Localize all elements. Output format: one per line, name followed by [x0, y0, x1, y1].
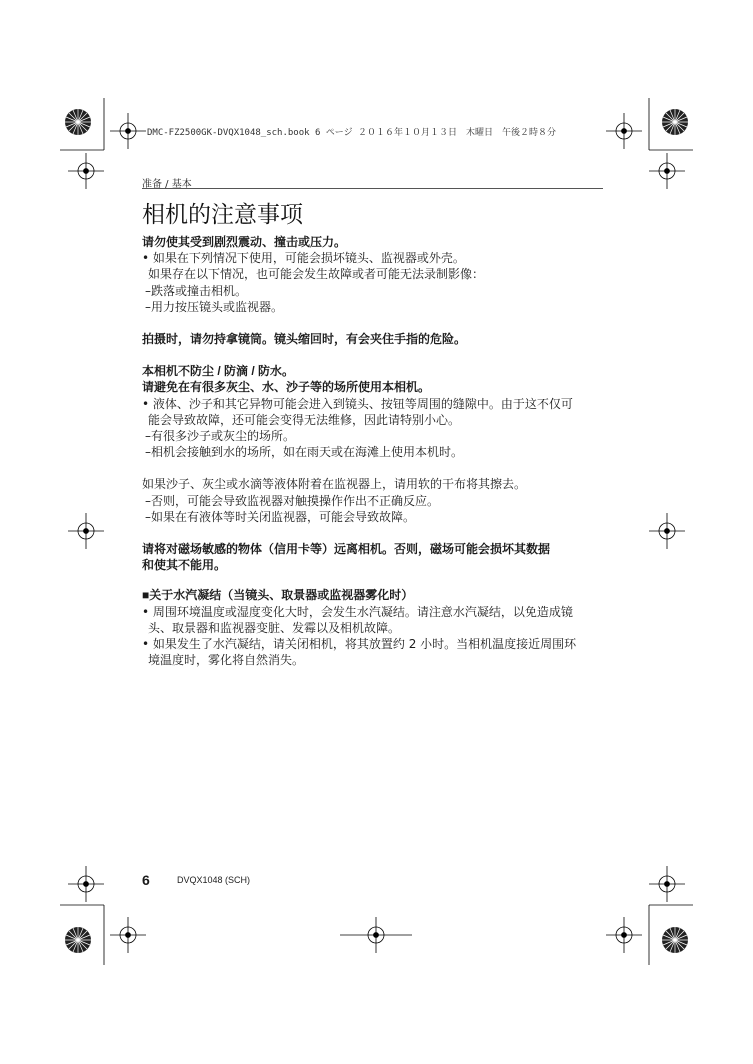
registration-target-bottom-left	[110, 917, 146, 953]
shock-warning-bullet: • 如果在下列情况下使用，可能会损坏镜头、监视器或外壳。	[142, 251, 465, 266]
starburst-target-bottom-left	[65, 927, 91, 953]
registration-target-right-lower	[649, 866, 685, 902]
starburst-target-top-left	[65, 109, 91, 135]
magnetic-warning-line2: 和使其不能用。	[142, 558, 227, 573]
registration-target-left-upper	[68, 153, 104, 189]
list-item: –如果在有液体等时关闭监视器，可能会导致故障。	[145, 509, 416, 524]
condensation-bullet-2: • 如果发生了水汽凝结，请关闭相机，将其放置约 2 小时。当相机温度接近周围环	[142, 637, 577, 652]
lens-barrel-warning: 拍摄时，请勿持拿镜筒。镜头缩回时，有会夹住手指的危险。	[142, 332, 467, 347]
avoid-dust-heading: 请避免在有很多灰尘、水、沙子等的场所使用本相机。	[142, 380, 431, 395]
starburst-target-bottom-right	[662, 927, 688, 953]
list-item: –相机会接触到水的场所，如在雨天或在海滩上使用本机时。	[145, 445, 464, 460]
document-code: DVQX1048 (SCH)	[177, 875, 251, 885]
monitor-cleaning-text: 如果沙子、灰尘或水滴等液体附着在监视器上，请用软的干布将其擦去。	[142, 477, 527, 492]
list-item: –有很多沙子或灰尘的场所。	[145, 429, 296, 444]
foreign-matter-bullet-cont: 能会导致故障，还可能会变得无法维修，因此请特别小心。	[148, 412, 461, 427]
magnetic-warning-line1: 请将对磁场敏感的物体（信用卡等）远离相机。否则，磁场可能会损坏其数据	[142, 542, 551, 557]
condensation-bullet-1: • 周围环境温度或湿度变化大时，会发生水汽凝结。请注意水汽凝结，以免造成镜	[142, 604, 573, 619]
foreign-matter-bullet: • 液体、沙子和其它异物可能会进入到镜头、按钮等周围的缝隙中。由于这不仅可	[142, 396, 573, 411]
registration-target-bottom-center	[340, 917, 412, 953]
shock-warning-subtext: 如果存在以下情况，也可能会发生故障或者可能无法录制影像：	[148, 267, 485, 282]
breadcrumb: 准备 / 基本	[142, 179, 192, 190]
not-waterproof-heading: 本相机不防尘 / 防滴 / 防水。	[142, 364, 295, 379]
main-content	[142, 234, 608, 668]
registration-target-right-upper	[649, 153, 685, 189]
list-item: –用力按压镜头或监视器。	[145, 299, 284, 314]
condensation-bullet-2-cont: 境温度时，雾化将自然消失。	[148, 653, 305, 668]
list-item: –跌落或撞击相机。	[145, 283, 248, 298]
registration-target-top-right	[606, 113, 642, 149]
shock-warning-heading: 请勿使其受到剧烈震动、撞击或压力。	[142, 235, 347, 249]
page-number: 6	[142, 872, 150, 888]
list-item: –否则，可能会导致监视器对触摸操作作出不正确反应。	[145, 493, 440, 508]
starburst-target-top-right	[662, 109, 688, 135]
registration-target-right-mid	[649, 513, 685, 549]
registration-target-left-mid	[68, 513, 104, 549]
registration-target-left-lower	[68, 866, 104, 902]
condensation-bullet-1-cont: 头、取景器和监视器变脏、发霉以及相机故障。	[148, 620, 401, 635]
registration-target-top-left	[110, 113, 146, 149]
print-slug: DMC-FZ2500GK-DVQX1048_sch.book 6 ページ ２０１６年１０月１３日 木曜日 午後２時８分	[147, 128, 557, 138]
header-rule	[142, 188, 603, 189]
registration-target-bottom-right	[606, 917, 642, 953]
page-title: 相机的注意事项	[142, 202, 303, 228]
condensation-heading: ■关于水汽凝结（当镜头、取景器或监视器雾化时）	[142, 588, 414, 603]
